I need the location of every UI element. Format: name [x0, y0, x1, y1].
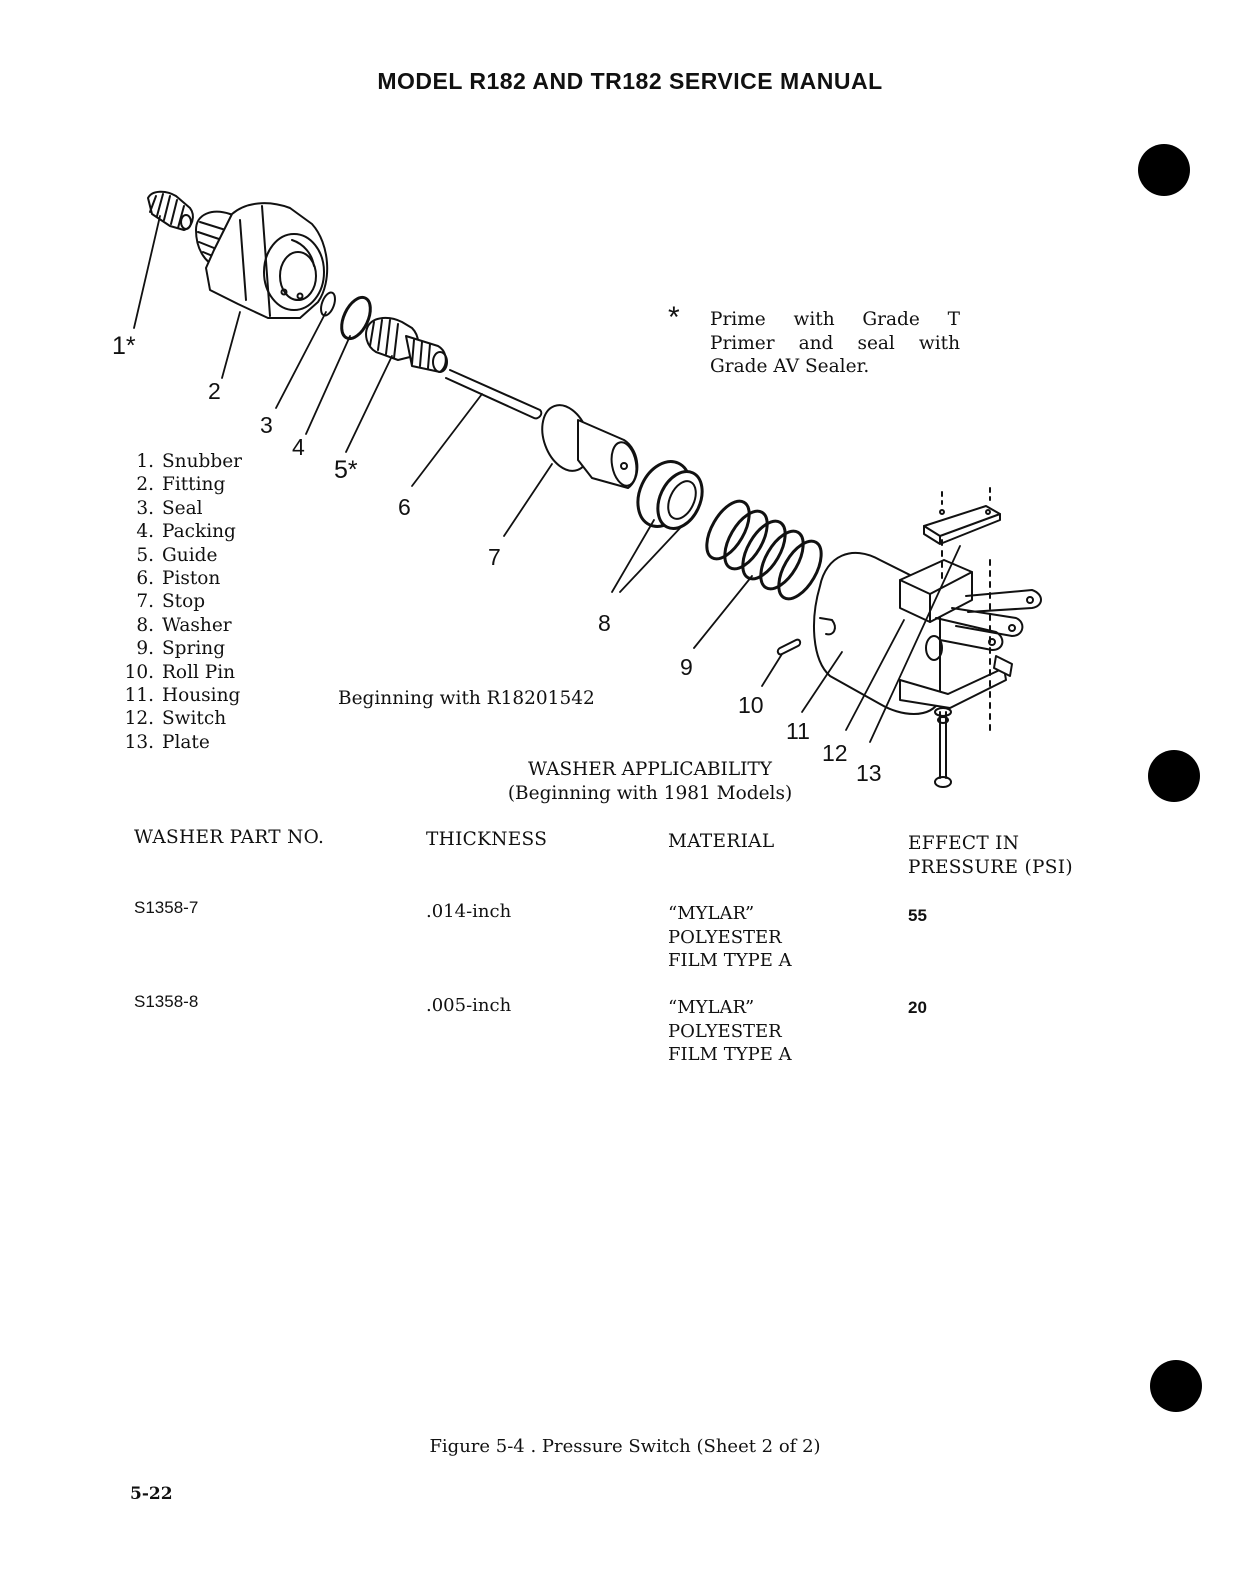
prime-note-line: Grade AV Sealer.	[710, 356, 870, 378]
legend-item: 4. Packing	[136, 521, 236, 543]
callout-1: 1*	[112, 332, 136, 360]
callout-8: 8	[598, 610, 611, 636]
applicability-subtitle: (Beginning with 1981 Models)	[507, 783, 793, 804]
prime-note-line: Primer and seal with	[710, 332, 960, 354]
fitting-part	[196, 203, 327, 318]
header-effect-line: PRESSURE (PSI)	[908, 857, 1073, 878]
legend-item: 8. Washer	[136, 614, 232, 636]
row2-material: “MYLAR” POLYESTER FILM TYPE A	[668, 997, 792, 1066]
snubber-part	[148, 192, 193, 230]
legend-item: 10. Roll Pin	[124, 661, 236, 683]
header-part-no: WASHER PART NO.	[134, 827, 325, 848]
guide-part	[366, 318, 447, 372]
page-number: 5-22	[130, 1484, 173, 1504]
applicability-title	[450, 758, 850, 806]
callout-7: 7	[488, 544, 501, 570]
row1-effect: 55	[908, 906, 927, 925]
row2-effect: 20	[908, 998, 927, 1017]
callout-9: 9	[680, 654, 693, 680]
callout-13: 13	[856, 760, 882, 786]
washer-parts	[628, 453, 711, 536]
header-thickness: THICKNESS	[426, 829, 548, 850]
beginning-note: Beginning with R18201542	[338, 688, 595, 709]
callout-5: 5*	[334, 456, 358, 484]
asterisk-icon: *	[668, 301, 680, 334]
row1-part-no: S1358-7	[134, 898, 199, 917]
parts-legend	[108, 450, 242, 754]
legend-item: 13. Plate	[124, 731, 210, 753]
header-effect-line: EFFECT IN	[908, 833, 1020, 854]
prime-note-line: Prime with Grade T	[710, 309, 960, 330]
callout-10: 10	[738, 692, 764, 718]
header-effect	[908, 832, 1073, 880]
legend-item: 11. Housing	[124, 685, 241, 707]
piston-part	[446, 370, 541, 418]
legend-item: 5. Guide	[136, 544, 218, 566]
row2-thickness: .005-inch	[426, 995, 512, 1016]
header-material: MATERIAL	[668, 831, 775, 852]
callout-2: 2	[208, 378, 221, 404]
stop-part	[534, 399, 640, 488]
legend-item: 7. Stop	[136, 591, 206, 613]
legend-item: 9. Spring	[136, 638, 226, 660]
legend-item: 6. Piston	[136, 568, 221, 590]
row1-material: “MYLAR” POLYESTER FILM TYPE A	[668, 903, 792, 972]
callout-4: 4	[292, 434, 305, 460]
legend-item: 2. Fitting	[136, 474, 226, 496]
callout-12: 12	[822, 740, 848, 766]
legend-item: 12. Switch	[124, 708, 227, 730]
spring-part	[698, 494, 830, 605]
legend-item: 3. Seal	[136, 497, 203, 519]
figure-caption: Figure 5-4 . Pressure Switch (Sheet 2 of 2)	[429, 1436, 821, 1457]
page-title: MODEL R182 AND TR182 SERVICE MANUAL	[377, 68, 883, 94]
row1-thickness: .014-inch	[426, 901, 512, 922]
callout-3: 3	[260, 412, 273, 438]
row2-part-no: S1358-8	[134, 992, 199, 1011]
applicability-heading: WASHER APPLICABILITY	[528, 759, 772, 780]
callout-11: 11	[786, 718, 810, 744]
callout-6: 6	[398, 494, 411, 520]
roll-pin-part	[778, 640, 800, 655]
prime-note	[668, 301, 960, 379]
legend-item: 1. Snubber	[136, 451, 242, 472]
